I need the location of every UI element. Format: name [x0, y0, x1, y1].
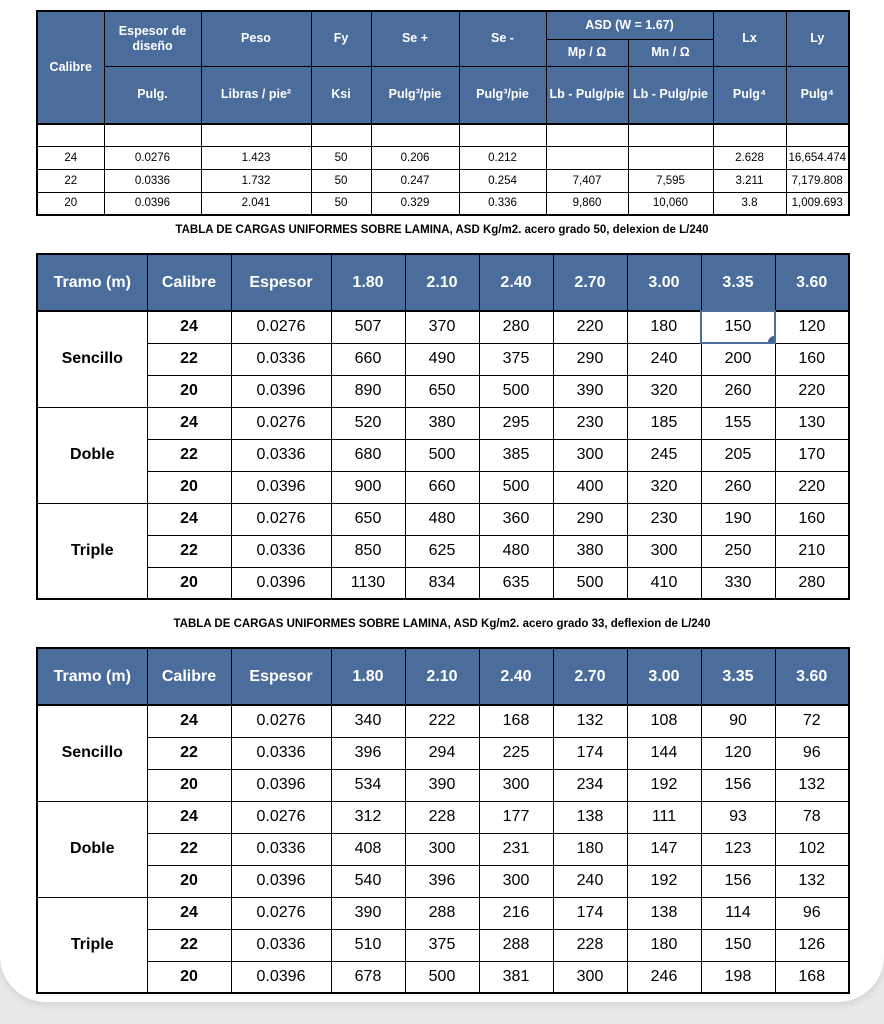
cell[interactable]: 280: [479, 311, 553, 343]
cell[interactable]: [104, 124, 201, 146]
col-header[interactable]: 1.80: [331, 648, 405, 705]
cell[interactable]: 0.0396: [231, 961, 331, 993]
cell[interactable]: 192: [627, 769, 701, 801]
cell[interactable]: 222: [405, 705, 479, 737]
cell[interactable]: 78: [775, 801, 849, 833]
cell[interactable]: 210: [775, 535, 849, 567]
unit-libras-pie[interactable]: Libras / pie²: [201, 66, 311, 124]
cell[interactable]: 507: [331, 311, 405, 343]
cell[interactable]: 0.0336: [231, 343, 331, 375]
cell[interactable]: 20: [147, 567, 231, 599]
cell[interactable]: 180: [553, 833, 627, 865]
cell[interactable]: 0.0396: [231, 769, 331, 801]
cell[interactable]: 174: [553, 897, 627, 929]
cell[interactable]: 160: [775, 343, 849, 375]
col-header[interactable]: 3.35: [701, 648, 775, 705]
cell[interactable]: 240: [627, 343, 701, 375]
header-peso[interactable]: Peso: [201, 11, 311, 66]
col-header[interactable]: Calibre: [147, 648, 231, 705]
cell[interactable]: 625: [405, 535, 479, 567]
cell[interactable]: 678: [331, 961, 405, 993]
cell[interactable]: 120: [775, 311, 849, 343]
cell[interactable]: 9,860: [546, 192, 628, 215]
header-espesor[interactable]: Espesor de diseño: [104, 11, 201, 66]
cell[interactable]: 300: [405, 833, 479, 865]
header-lx[interactable]: Lx: [713, 11, 786, 66]
cell[interactable]: 245: [627, 439, 701, 471]
col-header[interactable]: Calibre: [147, 254, 231, 311]
cell[interactable]: 260: [701, 471, 775, 503]
cell[interactable]: 500: [479, 375, 553, 407]
cell[interactable]: 22: [147, 833, 231, 865]
cell[interactable]: 0.0336: [231, 439, 331, 471]
cell[interactable]: 480: [479, 535, 553, 567]
cell[interactable]: 408: [331, 833, 405, 865]
cell[interactable]: 205: [701, 439, 775, 471]
cell[interactable]: 22: [147, 929, 231, 961]
cell[interactable]: 1.732: [201, 169, 311, 192]
cell[interactable]: 50: [311, 169, 371, 192]
group-label[interactable]: Triple: [37, 897, 147, 993]
cell[interactable]: 102: [775, 833, 849, 865]
cell[interactable]: 132: [775, 865, 849, 897]
cell[interactable]: 660: [331, 343, 405, 375]
header-mp[interactable]: Mp / Ω: [546, 39, 628, 66]
table-caption-grade33: TABLA DE CARGAS UNIFORMES SOBRE LAMINA, ASD Kg/m2. acero grado 33, deflexion de L/240: [173, 618, 711, 630]
load-table-grade50-wrap: [36, 253, 850, 600]
cell[interactable]: 295: [479, 407, 553, 439]
cell[interactable]: 480: [405, 503, 479, 535]
cell[interactable]: 635: [479, 567, 553, 599]
cell[interactable]: 2.628: [713, 146, 786, 169]
cell[interactable]: 500: [479, 471, 553, 503]
cell[interactable]: 312: [331, 801, 405, 833]
cell[interactable]: 1.423: [201, 146, 311, 169]
cell[interactable]: 147: [627, 833, 701, 865]
cell[interactable]: 370: [405, 311, 479, 343]
cell[interactable]: 680: [331, 439, 405, 471]
group-label[interactable]: Doble: [37, 801, 147, 897]
cell[interactable]: 534: [331, 769, 405, 801]
cell[interactable]: 660: [405, 471, 479, 503]
cell[interactable]: 390: [331, 897, 405, 929]
cell[interactable]: 410: [627, 567, 701, 599]
cell[interactable]: 290: [553, 343, 627, 375]
cell[interactable]: 24: [37, 146, 104, 169]
col-header[interactable]: 3.00: [627, 254, 701, 311]
cell[interactable]: 240: [553, 865, 627, 897]
cell[interactable]: 156: [701, 769, 775, 801]
cell[interactable]: 340: [331, 705, 405, 737]
cell[interactable]: 234: [553, 769, 627, 801]
cell[interactable]: 24: [147, 503, 231, 535]
cell[interactable]: 160: [775, 503, 849, 535]
unit-pulg3-pie[interactable]: Pulg³/pie: [371, 66, 459, 124]
cell[interactable]: 280: [775, 567, 849, 599]
cell[interactable]: 490: [405, 343, 479, 375]
cell[interactable]: 24: [147, 311, 231, 343]
cell[interactable]: 22: [37, 169, 104, 192]
header-ly[interactable]: Ly: [786, 11, 849, 66]
unit-pulg[interactable]: Pulg.: [104, 66, 201, 124]
cell[interactable]: 380: [405, 407, 479, 439]
unit-ksi[interactable]: Ksi: [311, 66, 371, 124]
col-header[interactable]: 3.60: [775, 254, 849, 311]
cell[interactable]: 150: [701, 929, 775, 961]
cell[interactable]: 0.0276: [104, 146, 201, 169]
cell[interactable]: 20: [147, 375, 231, 407]
col-header[interactable]: Espesor: [231, 648, 331, 705]
cell[interactable]: 198: [701, 961, 775, 993]
cell[interactable]: 0.0276: [231, 801, 331, 833]
cell[interactable]: 0.0276: [231, 897, 331, 929]
cell[interactable]: 0.0336: [231, 535, 331, 567]
cell[interactable]: 300: [553, 961, 627, 993]
cell[interactable]: 0.0396: [231, 865, 331, 897]
cell[interactable]: 396: [405, 865, 479, 897]
header-calibre[interactable]: Calibre: [37, 11, 104, 124]
cell[interactable]: 510: [331, 929, 405, 961]
cell[interactable]: [459, 124, 546, 146]
load-table-grade33: [36, 647, 850, 994]
cell[interactable]: 132: [775, 769, 849, 801]
cell[interactable]: 132: [553, 705, 627, 737]
group-label[interactable]: Doble: [37, 407, 147, 503]
cell[interactable]: 400: [553, 471, 627, 503]
cell[interactable]: 230: [553, 407, 627, 439]
cell[interactable]: 10,060: [628, 192, 713, 215]
cell[interactable]: 540: [331, 865, 405, 897]
cell[interactable]: 650: [331, 503, 405, 535]
load-table-grade33-wrap: [36, 647, 850, 994]
cell[interactable]: [546, 146, 628, 169]
cell[interactable]: 500: [405, 439, 479, 471]
header-fy[interactable]: Fy: [311, 11, 371, 66]
cell[interactable]: 0.0396: [104, 192, 201, 215]
cell[interactable]: 288: [479, 929, 553, 961]
cell[interactable]: 96: [775, 897, 849, 929]
cell[interactable]: 300: [553, 439, 627, 471]
cell[interactable]: 72: [775, 705, 849, 737]
section-properties-table-wrap: [36, 10, 850, 216]
cell[interactable]: 168: [479, 705, 553, 737]
cell[interactable]: 834: [405, 567, 479, 599]
cell[interactable]: 50: [311, 192, 371, 215]
cell[interactable]: 320: [627, 375, 701, 407]
selection-handle[interactable]: [768, 336, 775, 343]
cell[interactable]: 375: [405, 929, 479, 961]
cell[interactable]: [628, 124, 713, 146]
cell[interactable]: 0.0396: [231, 471, 331, 503]
cell[interactable]: 375: [479, 343, 553, 375]
cell[interactable]: 0.0336: [231, 737, 331, 769]
col-header[interactable]: 2.70: [553, 254, 627, 311]
cell[interactable]: 390: [553, 375, 627, 407]
group-label[interactable]: Sencillo: [37, 705, 147, 801]
header-se-plus[interactable]: Se +: [371, 11, 459, 66]
cell[interactable]: 3.211: [713, 169, 786, 192]
cell[interactable]: 246: [627, 961, 701, 993]
cell[interactable]: 185: [627, 407, 701, 439]
cell[interactable]: 290: [553, 503, 627, 535]
cell[interactable]: [371, 124, 459, 146]
col-header[interactable]: 1.80: [331, 254, 405, 311]
load-table-grade50: [36, 253, 850, 600]
col-header[interactable]: 3.35: [701, 254, 775, 311]
header-asd[interactable]: ASD (W = 1.67): [546, 11, 713, 39]
cell[interactable]: 22: [147, 535, 231, 567]
group-label[interactable]: Sencillo: [37, 311, 147, 407]
col-header[interactable]: 3.60: [775, 648, 849, 705]
cell[interactable]: [546, 124, 628, 146]
cell[interactable]: 20: [147, 961, 231, 993]
cell[interactable]: 170: [775, 439, 849, 471]
cell[interactable]: 190: [701, 503, 775, 535]
cell[interactable]: 228: [553, 929, 627, 961]
cell[interactable]: 228: [405, 801, 479, 833]
cell[interactable]: 126: [775, 929, 849, 961]
cell[interactable]: 114: [701, 897, 775, 929]
cell[interactable]: 16,654.474: [786, 146, 849, 169]
cell[interactable]: 890: [331, 375, 405, 407]
cell[interactable]: 24: [147, 801, 231, 833]
header-se-minus[interactable]: Se -: [459, 11, 546, 66]
cell[interactable]: [201, 124, 311, 146]
cell[interactable]: 396: [331, 737, 405, 769]
cell[interactable]: 120: [701, 737, 775, 769]
unit-pulg4[interactable]: Pulg⁴: [713, 66, 786, 124]
cell[interactable]: 260: [701, 375, 775, 407]
col-header[interactable]: 2.10: [405, 648, 479, 705]
cell[interactable]: 7,595: [628, 169, 713, 192]
cell[interactable]: 22: [147, 343, 231, 375]
cell[interactable]: 93: [701, 801, 775, 833]
cell[interactable]: 320: [627, 471, 701, 503]
cell[interactable]: 0.0396: [231, 375, 331, 407]
col-header[interactable]: Tramo (m): [37, 254, 147, 311]
cell[interactable]: 200: [701, 343, 775, 375]
cell[interactable]: 177: [479, 801, 553, 833]
cell[interactable]: 24: [147, 897, 231, 929]
cell[interactable]: 0.0336: [104, 169, 201, 192]
cell[interactable]: 0.329: [371, 192, 459, 215]
cell[interactable]: 150: [701, 311, 775, 343]
cell[interactable]: 180: [627, 311, 701, 343]
cell[interactable]: 390: [405, 769, 479, 801]
cell[interactable]: 0.247: [371, 169, 459, 192]
cell[interactable]: 0.0276: [231, 311, 331, 343]
cell[interactable]: 96: [775, 737, 849, 769]
cell[interactable]: 300: [479, 865, 553, 897]
cell[interactable]: 50: [311, 146, 371, 169]
cell[interactable]: 900: [331, 471, 405, 503]
cell[interactable]: 0.336: [459, 192, 546, 215]
header-mn[interactable]: Mn / Ω: [628, 39, 713, 66]
unit-pulg3-pie[interactable]: Pulg³/pie: [459, 66, 546, 124]
cell[interactable]: 231: [479, 833, 553, 865]
cell[interactable]: 180: [627, 929, 701, 961]
cell[interactable]: 230: [627, 503, 701, 535]
unit-pulg4[interactable]: Pulg⁴: [786, 66, 849, 124]
cell[interactable]: 123: [701, 833, 775, 865]
cell[interactable]: 0.206: [371, 146, 459, 169]
cell[interactable]: 22: [147, 737, 231, 769]
lamina-properties-table: [36, 10, 850, 216]
cell[interactable]: 2.041: [201, 192, 311, 215]
group-label[interactable]: Triple: [37, 503, 147, 599]
cell[interactable]: 20: [147, 769, 231, 801]
cell[interactable]: [713, 124, 786, 146]
col-header[interactable]: 2.10: [405, 254, 479, 311]
cell[interactable]: 24: [147, 407, 231, 439]
cell[interactable]: 288: [405, 897, 479, 929]
cell[interactable]: 1,009.693: [786, 192, 849, 215]
cell[interactable]: 90: [701, 705, 775, 737]
cell[interactable]: 0.0276: [231, 503, 331, 535]
col-header[interactable]: 2.40: [479, 648, 553, 705]
cell[interactable]: 1130: [331, 567, 405, 599]
cell[interactable]: 360: [479, 503, 553, 535]
cell[interactable]: 168: [775, 961, 849, 993]
cell[interactable]: 108: [627, 705, 701, 737]
cell[interactable]: 0.0276: [231, 407, 331, 439]
cell[interactable]: 850: [331, 535, 405, 567]
cell[interactable]: 24: [147, 705, 231, 737]
cell[interactable]: 500: [405, 961, 479, 993]
cell[interactable]: 20: [37, 192, 104, 215]
cell[interactable]: 20: [147, 471, 231, 503]
cell[interactable]: 138: [553, 801, 627, 833]
cell[interactable]: 220: [775, 471, 849, 503]
cell[interactable]: 220: [553, 311, 627, 343]
cell[interactable]: 380: [553, 535, 627, 567]
cell[interactable]: 0.254: [459, 169, 546, 192]
cell[interactable]: 225: [479, 737, 553, 769]
cell[interactable]: [311, 124, 371, 146]
cell[interactable]: 0.0396: [231, 567, 331, 599]
cell[interactable]: 111: [627, 801, 701, 833]
cell[interactable]: 22: [147, 439, 231, 471]
col-header[interactable]: Espesor: [231, 254, 331, 311]
cell[interactable]: 156: [701, 865, 775, 897]
cell[interactable]: 144: [627, 737, 701, 769]
cell[interactable]: 520: [331, 407, 405, 439]
col-header[interactable]: 2.40: [479, 254, 553, 311]
cell[interactable]: 3.8: [713, 192, 786, 215]
cell[interactable]: 250: [701, 535, 775, 567]
cell[interactable]: [786, 124, 849, 146]
cell[interactable]: [37, 124, 104, 146]
cell[interactable]: [628, 146, 713, 169]
cell[interactable]: 0.0276: [231, 705, 331, 737]
cell[interactable]: 0.0336: [231, 833, 331, 865]
cell[interactable]: 330: [701, 567, 775, 599]
cell[interactable]: 20: [147, 865, 231, 897]
cell[interactable]: 0.0336: [231, 929, 331, 961]
cell[interactable]: 130: [775, 407, 849, 439]
cell[interactable]: 7,407: [546, 169, 628, 192]
col-header[interactable]: 2.70: [553, 648, 627, 705]
cell[interactable]: 650: [405, 375, 479, 407]
cell[interactable]: 385: [479, 439, 553, 471]
table-caption-grade50: TABLA DE CARGAS UNIFORMES SOBRE LAMINA, ASD Kg/m2. acero grado 50, delexion de L/240: [175, 224, 709, 236]
cell[interactable]: 300: [627, 535, 701, 567]
cell[interactable]: 174: [553, 737, 627, 769]
unit-lb-pulg-pie[interactable]: Lb - Pulg/pie: [546, 66, 628, 124]
cell[interactable]: 381: [479, 961, 553, 993]
cell[interactable]: 216: [479, 897, 553, 929]
cell[interactable]: 138: [627, 897, 701, 929]
cell[interactable]: 294: [405, 737, 479, 769]
col-header[interactable]: 3.00: [627, 648, 701, 705]
cell[interactable]: 192: [627, 865, 701, 897]
cell[interactable]: 7,179.808: [786, 169, 849, 192]
cell[interactable]: 220: [775, 375, 849, 407]
cell[interactable]: 300: [479, 769, 553, 801]
col-header[interactable]: Tramo (m): [37, 648, 147, 705]
unit-lb-pulg-pie[interactable]: Lb - Pulg/pie: [628, 66, 713, 124]
cell[interactable]: 155: [701, 407, 775, 439]
cell[interactable]: 0.212: [459, 146, 546, 169]
cell[interactable]: 500: [553, 567, 627, 599]
